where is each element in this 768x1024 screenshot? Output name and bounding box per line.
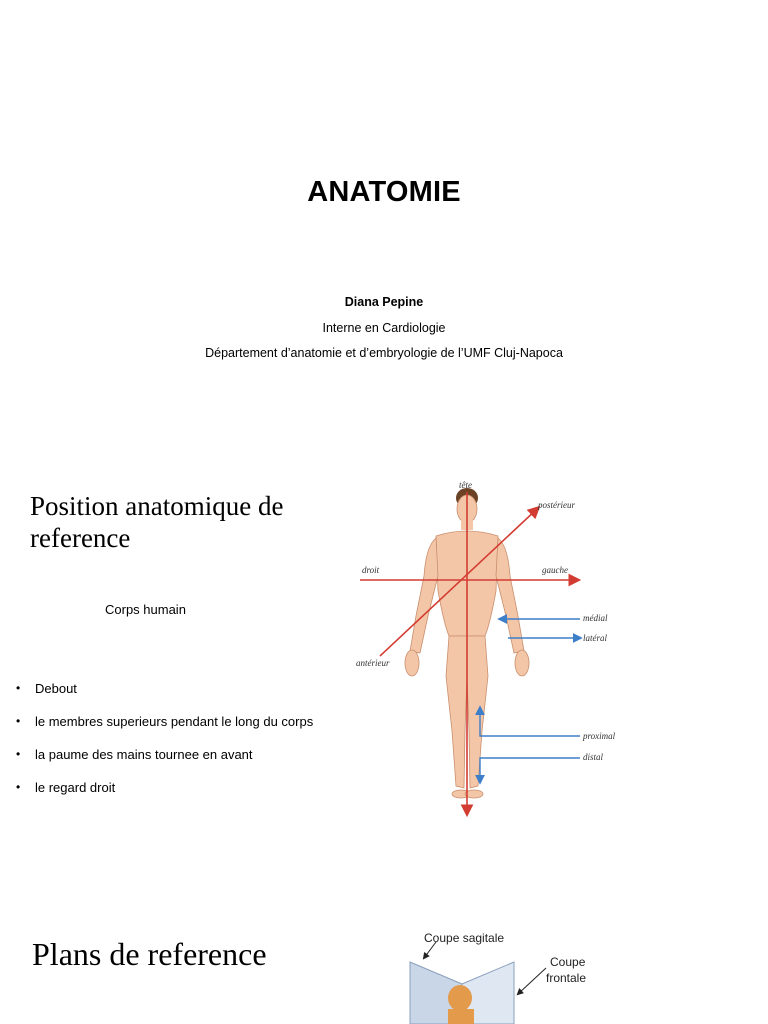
label-anterieur: antérieur [356, 658, 390, 668]
label-coupe-frontale-line2: frontale [546, 971, 587, 985]
label-lateral: latéral [583, 633, 607, 643]
bullet-icon: • [16, 714, 21, 728]
label-medial: médial [583, 613, 608, 623]
bullet-icon: • [16, 780, 21, 794]
label-tete: tête [459, 480, 472, 490]
anatomical-position-figure [340, 476, 640, 821]
reference-planes-figure [400, 926, 630, 1024]
author-name: Diana Pepine [344, 295, 424, 309]
list-item: • le regard droit [16, 773, 316, 802]
list-item: • le membres superieurs pendant le long du corps [16, 707, 316, 736]
label-gauche: gauche [542, 565, 568, 575]
list-item: • Debout [16, 674, 316, 703]
proximal-arrow [480, 708, 580, 736]
label-distal: distal [583, 752, 604, 762]
label-coupe-sagitale: Coupe sagitale [424, 931, 505, 945]
bullet-icon: • [16, 747, 21, 761]
section-subtitle: Corps humain [105, 602, 186, 617]
author-department: Département d’anatomie et d’embryologie de l’UMF Cluj-Napoca [205, 346, 563, 360]
distal-arrow [480, 758, 580, 782]
bullet-icon: • [16, 681, 21, 695]
author-role: Interne en Cardiologie [322, 321, 446, 335]
bullet-list [16, 674, 316, 806]
label-proximal: proximal [583, 731, 616, 741]
head-icon [448, 985, 472, 1011]
section-title-plans: Plans de reference [32, 936, 267, 972]
label-droit: droit [362, 565, 380, 575]
label-coupe-frontale-line1: Coupe [550, 955, 586, 969]
slide-title: ANATOMIE [307, 176, 461, 208]
label-posterieur: postérieur [538, 500, 575, 510]
list-item: • la paume des mains tournee en avant [16, 740, 316, 769]
section-title-position: Position anatomique de reference [30, 491, 284, 553]
